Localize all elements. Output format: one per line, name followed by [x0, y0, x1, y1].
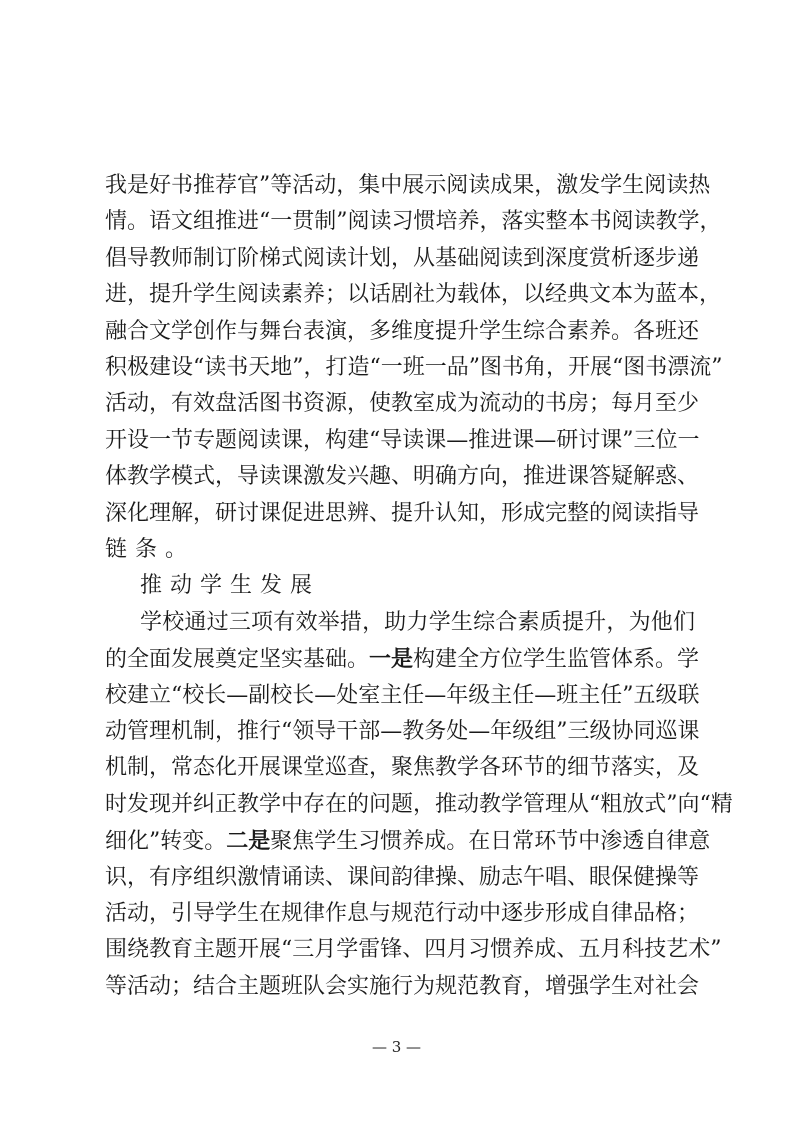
text-segment: 构建全方位学生监管体系。学 [413, 647, 700, 673]
bold-lead-text: 二是 [226, 828, 271, 855]
text-segment: 的全面发展奠定坚实基础。 [105, 647, 370, 673]
text-line [105, 280, 722, 310]
text-segment: 时发现并纠正教学中存在的问题，推动教学管理从“粗放式”向“精 [105, 791, 733, 817]
text-line [105, 353, 723, 383]
text-segment: 动管理机制，推行“领导干部—教务处—年级组”三级协同巡课 [105, 719, 700, 744]
bold-lead-text: 一是 [369, 646, 414, 673]
text-segment: 识，有序组织激情诵读、课间韵律操、励志午唱、眼保健操等 [105, 864, 700, 890]
section-heading [140, 571, 695, 601]
text-line [105, 426, 700, 456]
text-segment: 推动学生发展 [140, 573, 321, 599]
text-segment: 学校通过三项有效举措，助力学生综合素质提升，为他们 [140, 609, 695, 635]
text-segment: 倡导教师制订阶梯式阅读计划，从基础阅读到深度赏析逐步递 [105, 245, 700, 271]
page-number: — 3 — [371, 1038, 422, 1056]
text-line [105, 935, 722, 965]
text-line [105, 535, 695, 565]
text-segment: 机制，常态化开展课堂巡查，聚焦教学各环节的细节落实，及 [105, 755, 700, 781]
text-segment: 积极建设“读书天地”，打造“一班一品”图书角，开展“图书漂流” [105, 355, 723, 380]
text-segment: 细化”转变。 [105, 829, 227, 855]
text-line [105, 681, 700, 711]
text-segment: 聚焦学生习惯养成。在日常环节中渗透自律意 [270, 829, 711, 855]
text-line [105, 207, 722, 237]
text-line [105, 863, 700, 893]
text-line [105, 171, 711, 201]
text-line [105, 499, 700, 529]
text-segment: 情。语文组推进“一贯制”阅读习惯培养，落实整本书阅读教学， [105, 209, 722, 235]
text-segment: 校建立“校长—副校长—处室主任—年级主任—班主任”五级联 [105, 682, 700, 708]
text-line [105, 389, 700, 419]
text-segment: 体教学模式，导读课激发兴趣、明确方向，推进课答疑解惑、 [105, 464, 700, 490]
text-segment: 深化理解，研讨课促进思辨、提升认知，形成完整的阅读指导 [105, 500, 700, 526]
text-segment: 进，提升学生阅读素养；以话剧社为载体，以经典文本为蓝本， [105, 282, 722, 308]
text-segment: 活动，有效盘活图书资源，使教室成为流动的书房；每月至少 [105, 391, 700, 417]
text-line [105, 899, 700, 929]
text-segment: 活动，引导学生在规律作息与规范行动中逐步形成自律品格； [105, 901, 700, 926]
text-line [105, 462, 700, 492]
text-line [105, 244, 700, 274]
text-line [105, 753, 700, 783]
text-segment: 我是好书推荐官”等活动，集中展示阅读成果，激发学生阅读热 [105, 173, 711, 198]
text-segment: 融合文学创作与舞台表演，多维度提升学生综合素养。各班还 [105, 318, 700, 344]
text-line [105, 717, 700, 747]
text-segment: 围绕教育主题开展“三月学雷锋、四月习惯养成、五月科技艺术” [105, 937, 722, 963]
text-line [140, 608, 695, 638]
text-line [105, 790, 733, 820]
text-segment: 等活动；结合主题班队会实施行为规范教育，增强学生对社会 [105, 973, 700, 999]
text-segment: 开设一节专题阅读课，构建“导读课—推进课—研讨课”三位一 [105, 427, 700, 453]
text-segment: 链条。 [105, 537, 196, 562]
text-line [105, 317, 700, 347]
text-line [105, 826, 711, 856]
text-line [105, 972, 700, 1002]
text-line [105, 644, 700, 674]
